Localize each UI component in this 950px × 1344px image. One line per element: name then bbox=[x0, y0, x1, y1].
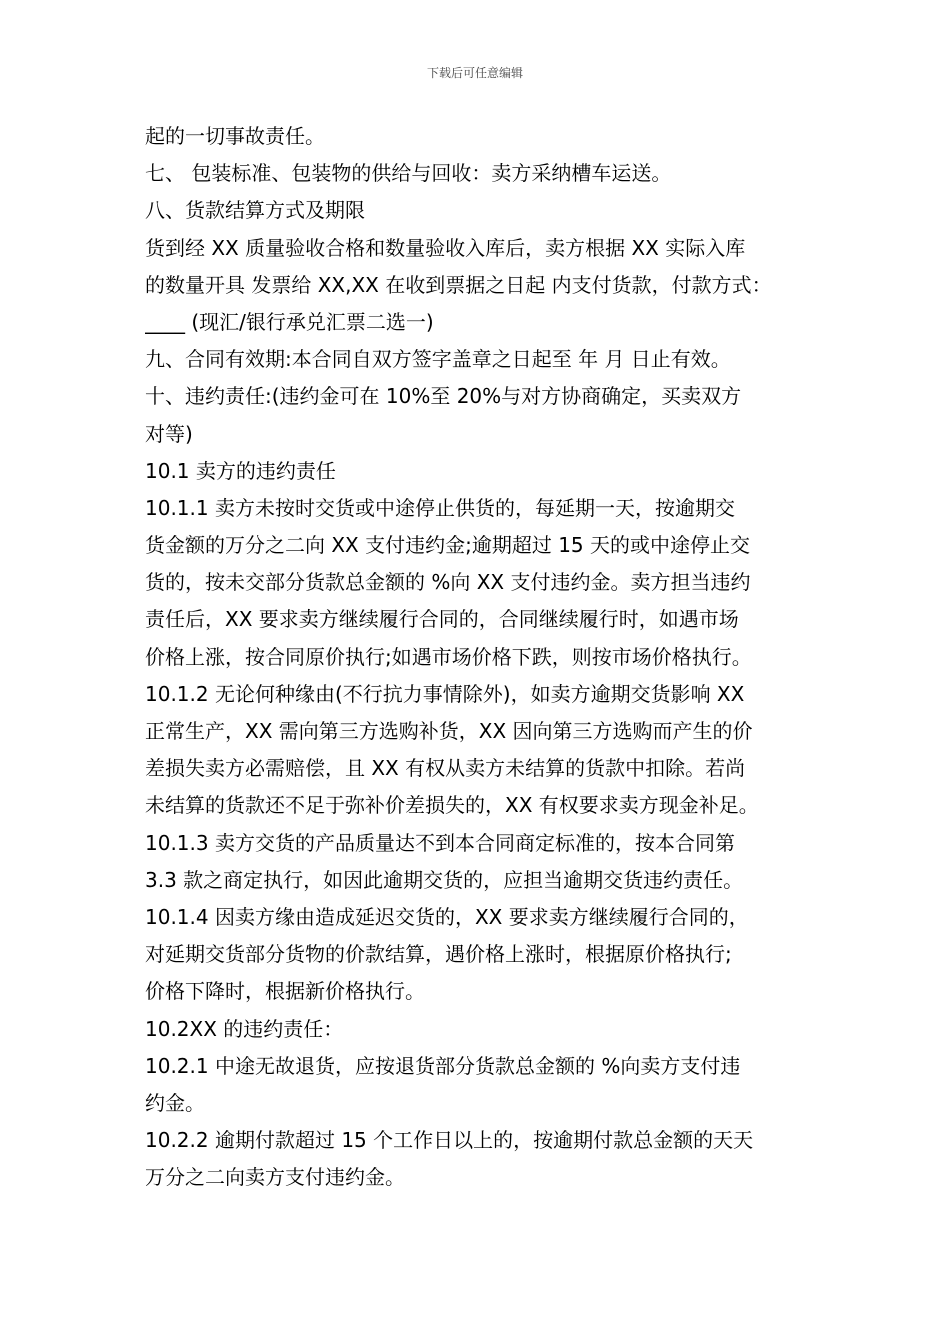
text-line: 10.1.3 卖方交货的产品质量达不到本合同商定标准的，按本合同第 bbox=[145, 830, 735, 855]
text-line: 10.1.2 无论何种缘由(不行抗力事情除外)，如卖方逾期交货影响 XX bbox=[145, 681, 745, 706]
text-line: 10.1 卖方的违约责任 bbox=[145, 458, 336, 483]
text-line: 价格下降时，根据新价格执行。 bbox=[145, 979, 425, 1004]
text-line: 价格上涨，按合同原价执行;如遇市场价格下跌，则按市场价格执行。 bbox=[145, 644, 752, 669]
text-line: 责任后，XX 要求卖方继续履行合同的，合同继续履行时，如遇市场 bbox=[145, 607, 739, 632]
text-line: 七、 包装标准、包装物的供给与回收：卖方采纳槽车运送。 bbox=[145, 161, 672, 186]
text-line: 起的一切事故责任。 bbox=[145, 124, 325, 148]
text-line: 约金。 bbox=[145, 1090, 205, 1115]
text-line: 九、合同有效期:本合同自双方签字盖章之日起至 年 月 日止有效。 bbox=[145, 347, 731, 372]
text-line: ____ (现汇/银行承兑汇票二选一) bbox=[145, 309, 434, 334]
text-line: 对等) bbox=[145, 421, 193, 446]
text-line: 对延期交货部分货物的价款结算，遇价格上涨时，根据原价格执行; bbox=[145, 942, 732, 967]
text-line: 货金额的万分之二向 XX 支付违约金;逾期超过 15 天的或中途停止交 bbox=[145, 533, 751, 558]
text-line: 正常生产，XX 需向第三方选购补货，XX 因向第三方选购而产生的价 bbox=[145, 719, 753, 743]
text-line: 十、违约责任:(违约金可在 10%至 20%与对方协商确定，买卖双方 bbox=[145, 384, 742, 409]
text-line: 3.3 款之商定执行，如因此逾期交货的，应担当逾期交货违约责任。 bbox=[145, 867, 744, 892]
text-line: 10.2.2 逾期付款超过 15 个工作日以上的，按逾期付款总金额的天天 bbox=[145, 1128, 754, 1153]
text-line: 的数量开具 发票给 XX,XX 在收到票据之日起 内支付货款，付款方式： bbox=[145, 272, 772, 297]
text-line: 货到经 XX 质量验收合格和数量验收入库后，卖方根据 XX 实际入库 bbox=[145, 235, 746, 260]
text-line: 差损失卖方必需赔偿，且 XX 有权从卖方未结算的货款中扣除。若尚 bbox=[145, 756, 746, 781]
text-line: 10.2XX 的违约责任： bbox=[145, 1016, 344, 1041]
text-line: 八、货款结算方式及期限 bbox=[145, 198, 365, 223]
text-line: 10.1.4 因卖方缘由造成延迟交货的，XX 要求卖方继续履行合同的， bbox=[145, 904, 749, 929]
text-line: 10.1.1 卖方未按时交货或中途停止供货的，每延期一天，按逾期交 bbox=[145, 495, 735, 520]
text-line: 未结算的货款还不足于弥补价差损失的，XX 有权要求卖方现金补足。 bbox=[145, 793, 759, 818]
document-body bbox=[145, 118, 813, 1196]
text-line: 货的，按未交部分货款总金额的 %向 XX 支付违约金。卖方担当违约 bbox=[145, 570, 751, 595]
page-header: 下载后可任意编辑 bbox=[426, 66, 523, 80]
text-line: 万分之二向卖方支付违约金。 bbox=[145, 1165, 405, 1190]
text-line: 10.2.1 中途无故退货，应按退货部分货款总金额的 %向卖方支付违 bbox=[145, 1053, 741, 1078]
